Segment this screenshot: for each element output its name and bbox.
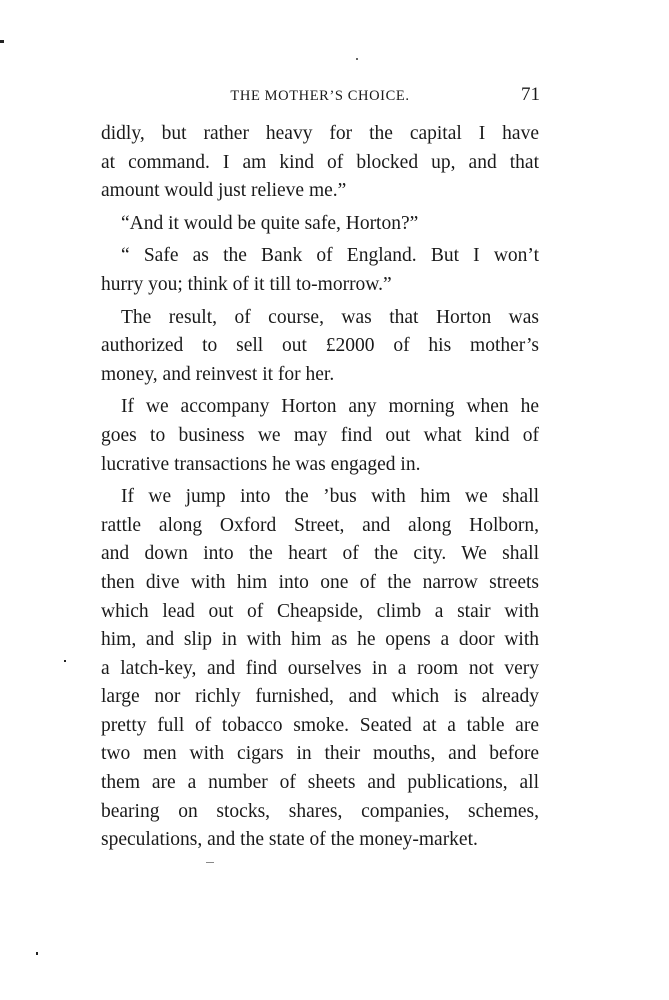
paragraph bbox=[101, 483, 539, 855]
scan-speck bbox=[0, 40, 4, 43]
text-line: bearing on stocks, shares, companies, schemes, bbox=[101, 800, 539, 822]
text-line: large nor richly furnished, and which is already bbox=[101, 686, 539, 708]
paragraph bbox=[101, 210, 539, 239]
paragraph bbox=[101, 242, 539, 299]
paragraph bbox=[101, 304, 539, 390]
text-line: If we accompany Horton any morning when he bbox=[121, 396, 539, 418]
text-line: rattle along Oxford Street, and along Holborn, bbox=[101, 514, 539, 536]
scan-speck bbox=[356, 58, 358, 60]
paragraph bbox=[101, 120, 539, 206]
text-line: pretty full of tobacco smoke. Seated at a table are bbox=[101, 714, 539, 736]
text-line: and down into the heart of the city. We shall bbox=[101, 543, 539, 565]
text-line: authorized to sell out £2000 of his mother’s bbox=[101, 335, 539, 357]
text-line: money, and reinvest it for her. bbox=[101, 363, 335, 385]
text-line: “And it would be quite safe, Horton?” bbox=[121, 212, 419, 234]
scan-speck bbox=[36, 952, 38, 955]
text-line: amount would just relieve me.” bbox=[101, 180, 347, 202]
text-line: them are a number of sheets and publications, all bbox=[101, 772, 539, 794]
text-line: hurry you; think of it till to-morrow.” bbox=[101, 273, 392, 295]
text-line: didly, but rather heavy for the capital I have bbox=[101, 123, 539, 144]
text-line: “ Safe as the Bank of England. But I won’t bbox=[121, 245, 539, 267]
text-line: him, and slip in with him as he opens a door with bbox=[101, 629, 539, 651]
text-line: which lead out of Cheapside, climb a stair with bbox=[101, 600, 539, 622]
text-line: two men with cigars in their mouths, and before bbox=[101, 743, 539, 765]
text-line: speculations, and the state of the money-market. bbox=[101, 829, 478, 851]
scan-speck bbox=[206, 862, 214, 863]
body-text bbox=[101, 120, 539, 859]
text-line: If we jump into the ’bus with him we shall bbox=[121, 486, 539, 508]
text-line: a latch-key, and find ourselves in a room not very bbox=[101, 657, 539, 679]
running-title: THE MOTHER’S CHOICE. bbox=[230, 88, 410, 104]
scan-speck bbox=[64, 660, 66, 662]
text-line: lucrative transactions he was engaged in. bbox=[101, 453, 421, 475]
text-line: The result, of course, was that Horton was bbox=[121, 306, 539, 328]
running-head bbox=[100, 84, 540, 108]
text-line: goes to business we may find out what kind of bbox=[101, 424, 539, 446]
paragraph bbox=[101, 393, 539, 479]
text-line: at command. I am kind of blocked up, and that bbox=[101, 151, 539, 173]
text-line: then dive with him into one of the narrow streets bbox=[101, 571, 539, 593]
page-number: 71 bbox=[521, 84, 540, 105]
